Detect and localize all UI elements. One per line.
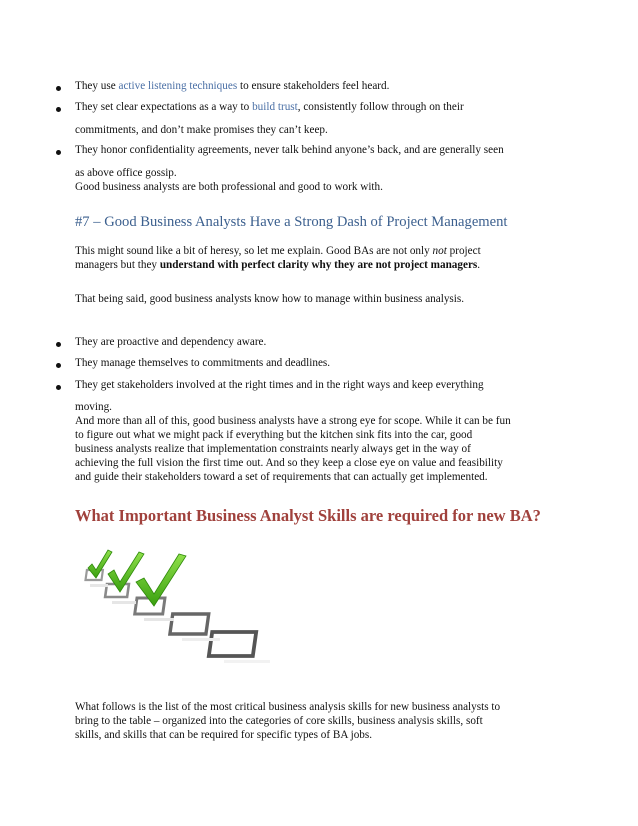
checkbox-5-icon — [209, 632, 256, 656]
checkbox-4-icon — [170, 614, 209, 634]
bullet-icon — [56, 342, 61, 347]
section-heading: #7 – Good Business Analysts Have a Strong Dash of Project Management — [75, 214, 508, 230]
bullet-continuation: as above office gossip. — [75, 167, 177, 179]
bullet-item: They honor confidentiality agreements, never talk behind anyone’s back, and are generally seen — [75, 144, 504, 156]
bullet-icon — [56, 107, 61, 112]
paragraph-line: What follows is the list of the most critical business analysis skills for new business analysts to — [75, 701, 501, 713]
bullet-icon — [56, 150, 61, 155]
checklist-illustration — [78, 548, 298, 678]
build-trust-link[interactable]: build trust — [252, 101, 298, 113]
active-listening-link[interactable]: active listening techniques — [118, 80, 238, 92]
bullet-item: They use active listening techniques to ensure stakeholders feel heard. — [75, 80, 390, 92]
bullet-item: They are proactive and dependency aware. — [75, 336, 267, 348]
paragraph-line: business analysts realize that implementation constraints nearly always get in the way of — [75, 443, 471, 455]
paragraph-line: skills, and skills that can be required for specific types of BA jobs. — [75, 729, 373, 741]
bullet-item: They set clear expectations as a way to build trust, consistently follow through on their — [75, 101, 464, 113]
paragraph-line: to figure out what we might pack if everything but the kitchen sink fits into the car, good — [75, 429, 473, 441]
skills-heading: What Important Business Analyst Skills are required for new BA? — [75, 506, 541, 525]
paragraph-line: This might sound like a bit of heresy, so let me explain. Good BAs are not only not project — [75, 245, 481, 257]
bullet-continuation: commitments, and don’t make promises they can’t keep. — [75, 124, 328, 136]
bullet-item: They manage themselves to commitments and deadlines. — [75, 357, 331, 369]
paragraph-line: achieving the full vision the first time out. And so they keep a close eye on value and feasibility — [75, 457, 503, 469]
bullet-icon — [56, 363, 61, 368]
paragraph-line: and guide their stakeholders toward a set of requirements that can actually get implemented. — [75, 471, 488, 483]
bullet-icon — [56, 385, 61, 390]
paragraph: Good business analysts are both professional and good to work with. — [75, 181, 383, 193]
paragraph-line: And more than all of this, good business analysts have a strong eye for scope. While it can be fun — [75, 415, 511, 427]
paragraph-line: moving. — [75, 401, 112, 413]
paragraph-line: bring to the table – organized into the categories of core skills, business analysis skills, soft — [75, 715, 483, 727]
bullet-icon — [56, 86, 61, 91]
bullet-item: They get stakeholders involved at the right times and in the right ways and keep everything — [75, 379, 484, 391]
paragraph: That being said, good business analysts know how to manage within business analysis. — [75, 293, 465, 305]
paragraph-line: managers but they understand with perfect clarity why they are not project managers. — [75, 259, 481, 271]
